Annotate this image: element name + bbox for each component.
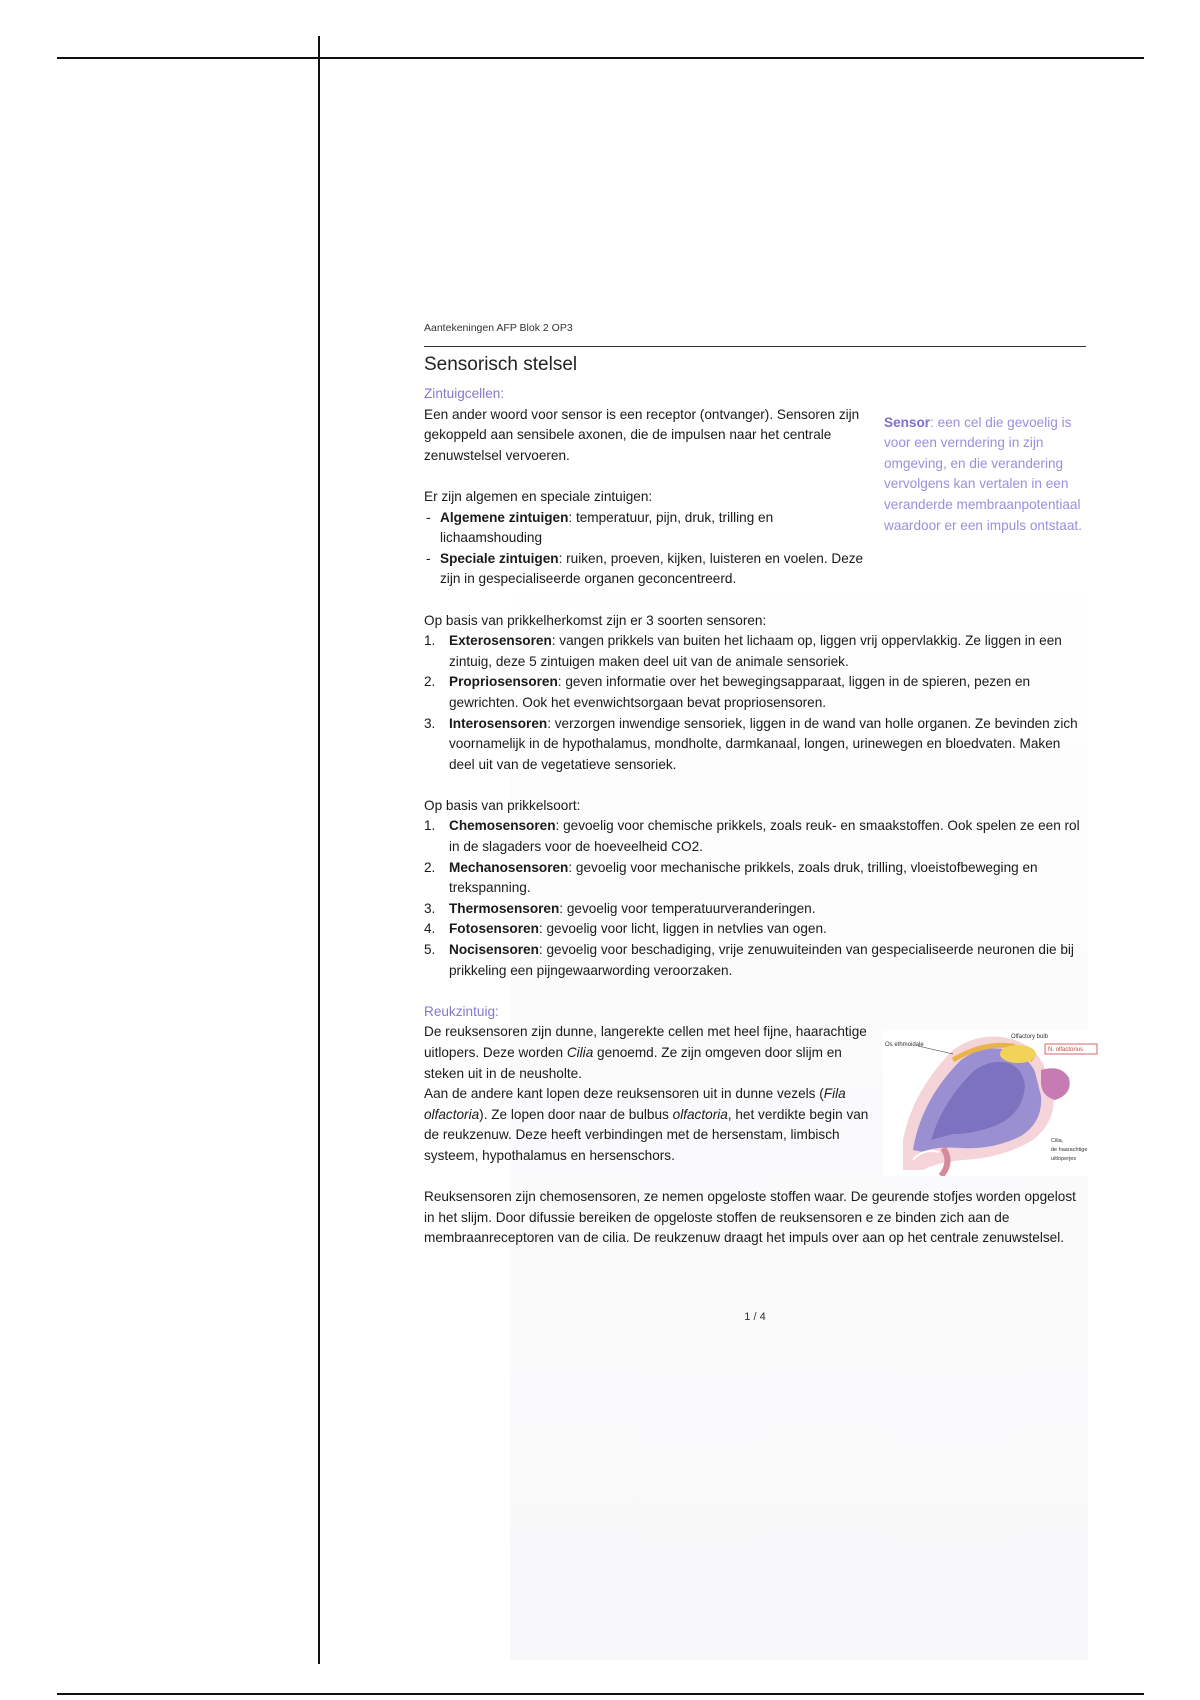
title-rule [424,346,1086,347]
section-heading-zintuigcellen: Zintuigcellen: [424,386,505,401]
reuk-paragraph-3: Reuksensoren zijn chemosensoren, ze nemen opgeloste stoffen waar. De geurende stofjes worden opgelost in het slijm. Door difussie bereiken de opgeloste stoffen de reuksensoren e ze binden zich aan de membraanreceptoren van de cilia. De reukzenuw draagt het impuls over aan op het centrale zenuwstelsel. [424,1189,1076,1246]
sensor-definition-sidebar: Sensor: een cel die gevoelig is voor een verndering in zijn omgeving, en die verandering vervolgens kan vertalen in een veranderde membraanpotentiaal waardoor er een impuls ontstaat. [884,414,1082,533]
section-heading-reukzintuig: Reukzintuig: [424,1003,499,1019]
header-label: Aantekeningen AFP Blok 2 OP3 [424,322,573,334]
nose-anatomy-figure [883,1030,1099,1176]
zintuigcellen-section [424,405,1086,590]
reukzintuig-section [424,1022,1086,1166]
types-list [424,508,869,590]
reuk-paragraph-2: Aan de andere kant lopen deze reuksensoren uit in dunne vezels (Fila olfactoria). Ze lopen door naar de bulbus olfactoria, het verdikte begin van de reukzenuw. Deze heeft verbindingen met de hersenstam, limbisch systeem, hypothalamus en hersenschors. [424,1086,869,1163]
document-page [424,318,1086,1328]
intro-paragraph: Een ander woord voor sensor is een receptor (ontvanger). Sensoren zijn gekoppeld aan sensibele axonen, die de impulsen naar het centrale zenuwstelsel vervoeren. [424,406,860,463]
figure-label-cilia-2: de haarachtige [1051,1147,1088,1154]
page-number: 1 / 4 [744,1310,766,1323]
types-intro: Er zijn algemen en speciale zintuigen: [424,488,653,504]
list-item: 3. Thermosensoren: gevoelig voor temperatuurveranderingen. [424,900,816,916]
prikkelsoort-intro: Op basis van prikkelsoort: [424,797,581,813]
figure-label-nerve: N. olfactorius [1048,1047,1084,1054]
figure-label-cilia-3: uitloperjes [1051,1156,1077,1163]
list-item: 1. Exterosensoren: vangen prikkels van buiten het lichaam op, liggen vrij oppervlakkig. Ze liggen in een zintuig, deze 5 zintuigen maken deel uit van de animale sensoriek. [424,633,1062,669]
top-rule [57,57,1144,59]
list-item: 1. Chemosensoren: gevoelig voor chemische prikkels, zoals reuk- en smaakstoffen. Ook spelen ze een rol in de slagaders voor de hoeveelheid CO2. [424,818,1080,855]
figure-label-cilia: Cilia, [1051,1138,1064,1145]
page-title: Sensorisch stelsel [424,354,578,375]
list-item: 5. Nocisensoren: gevoelig voor beschadiging, vrije zenuwuiteinden van gespecialiseerde neuronen die bij prikkeling een pijngewaarwording veroorzaken. [424,942,1074,978]
list-item: 2. Mechanosensoren: gevoelig voor mechanische prikkels, zoals druk, trilling, vloeistofbeweging en trekspanning. [424,859,1038,896]
margin-rule [318,36,320,1664]
list-item: - Algemene zintuigen: temperatuur, pijn, druk, trilling en lichaamshouding [424,508,869,549]
herkomst-list [424,631,1086,775]
list-item: 2. Propriosensoren: geven informatie over het bewegingsapparaat, liggen in de spieren, pezen en gewrichten. Ook het evenwichtsorgaan bevat propriosensoren. [424,674,1031,710]
reuk-paragraph-1: De reuksensoren zijn dunne, langerekte cellen met heel fijne, haarachtige uitlopers. Deze worden Cilia genoemd. Ze zijn omgeven door slijm en steken uit in de neusholte. [424,1024,867,1081]
list-item: 3. Interosensoren: verzorgen inwendige sensoriek, liggen in de wand van holle organen. Ze bevinden zich voornamelijk in de hypothalamus, mondholte, darmkanaal, longen, urinewegen en bloedvaten. Maken deel uit van de vegetatieve sensoriek. [424,715,1078,772]
bottom-rule [57,1693,1144,1695]
list-item: 4. Fotosensoren: gevoelig voor licht, liggen in netvlies van ogen. [424,921,827,937]
prikkelsoort-list [424,816,1086,981]
herkomst-intro: Op basis van prikkelherkomst zijn er 3 soorten sensoren: [424,612,767,628]
figure-label-os: Os ethmoidale [885,1042,924,1049]
figure-label-bulb: Olfactory bulb [1011,1034,1049,1041]
list-item: - Speciale zintuigen: ruiken, proeven, kijken, luisteren en voelen. Deze zijn in gespecialiseerde organen geconcentreerd. [424,549,869,590]
